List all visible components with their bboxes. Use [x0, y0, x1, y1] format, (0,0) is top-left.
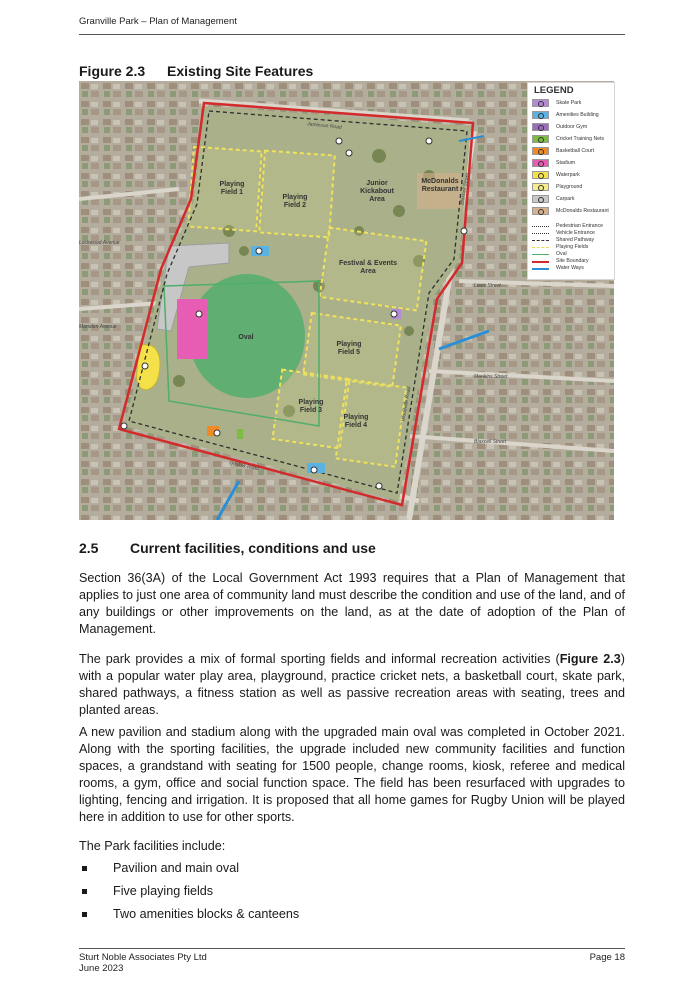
legend-label: Basketball Court [556, 148, 595, 154]
legend-label: Shared Pathway [556, 237, 595, 243]
legend-label: Water Ways [556, 265, 584, 271]
figure-number: Figure 2.3 [79, 63, 146, 79]
legend-label: Carpark [556, 196, 575, 202]
label-playing-field-2: Playing Field 2 [282, 194, 308, 209]
legend-swatch [532, 207, 549, 215]
figure-title: Existing Site Features [167, 63, 314, 79]
legend-label: Outdoor Gym [556, 124, 588, 130]
legend-label: Pedestrian Entrance [556, 223, 604, 229]
legend-label: Vehicle Entrance [556, 230, 595, 236]
label-mcdonalds: McDonalds Restaurant [421, 178, 459, 193]
facilities-list [79, 860, 625, 929]
legend-line-swatch [532, 254, 549, 255]
map-legend [527, 82, 615, 280]
paragraph-2 [79, 651, 625, 719]
legend-label: Cricket Training Nets [556, 136, 605, 142]
legend-line-swatch [532, 240, 549, 241]
label-playing-field-1: Playing Field 1 [219, 181, 245, 196]
paragraph-2-text-a: The park provides a mix of formal sporting fields and informal recreation activities ( [79, 652, 560, 666]
street-label: Onslow Road [228, 459, 260, 473]
legend-swatch [532, 159, 549, 167]
legend-swatch [532, 111, 549, 119]
legend-swatch [532, 195, 549, 203]
legend-swatch [532, 123, 549, 131]
legend-label: Waterpark [556, 172, 580, 178]
legend-swatch [532, 135, 549, 143]
legend-label: Stadium [556, 160, 576, 166]
footer-left [79, 952, 207, 974]
section-heading [79, 540, 376, 556]
legend-label: Amenities Building [556, 112, 599, 118]
legend-label: Site Boundary [556, 258, 589, 264]
legend-label: McDonalds Restaurant [556, 208, 609, 214]
label-oval: Oval [238, 334, 254, 341]
paragraph-1: Section 36(3A) of the Local Government Act 1993 requires that a Plan of Management that applies to just one area of community land must describe the condition and use of the land, and of any buildings or other improvements on the land, as at the date of adoption of the Plan of Management. [79, 571, 625, 636]
legend-line-swatch [532, 247, 549, 248]
street-label: Mankins Street [474, 374, 508, 380]
footer-rule [79, 948, 625, 949]
paragraph-3: A new pavilion and stadium along with the upgraded main oval was completed in October 2021. Along with the sporting facilities, the upgrade included new community facilities and function spaces, a grandstand with seating for 1500 people, change rooms, kiosk, referee and medical rooms, a gym, office and social function space. The field has been resurfaced with upgrades to lighting, fencing and irrigation. It is proposed that all home games for Rugby Union will be played here in addition to use for other sports. [79, 725, 625, 824]
street-label: Blaxcell Street [474, 439, 506, 445]
list-item: Two amenities blocks & canteens [79, 906, 625, 929]
paragraph-4: The Park facilities include: [79, 839, 226, 853]
label-playing-field-3: Playing Field 3 [298, 399, 324, 414]
street-label: Woodville Road [400, 386, 413, 422]
section-title: Current facilities, conditions and use [130, 540, 376, 556]
paragraph-2-text-b: ) with a popular water play area, playground, practice cricket nets, a basketball court, skate park, shared pathways, a fitness station as well as passive recreation areas with seating, trees and planted areas. [79, 652, 625, 717]
legend-title: LEGEND [534, 85, 574, 96]
footer-page-number: Page 18 [589, 952, 625, 963]
footer-date: June 2023 [79, 963, 124, 974]
legend-swatch [532, 183, 549, 191]
street-label: Marsden Avenue [79, 324, 117, 330]
footer-company: Sturt Noble Associates Pty Ltd [79, 952, 207, 963]
legend-line-swatch [532, 268, 549, 270]
running-header: Granville Park – Plan of Management [79, 16, 237, 27]
legend-line-swatch [532, 233, 549, 234]
list-item: Pavilion and main oval [79, 860, 625, 883]
legend-swatch [532, 99, 549, 107]
legend-line-swatch [532, 261, 549, 263]
legend-swatch [532, 171, 549, 179]
label-playing-field-4: Playing Field 4 [343, 414, 369, 429]
figure-reference: Figure 2.3 [559, 652, 621, 666]
legend-label: Playground [556, 184, 583, 190]
legend-line-swatch [532, 226, 549, 227]
legend-label: Skate Park [556, 100, 582, 106]
street-label: Blaxcell Street [459, 172, 471, 206]
legend-label: Oval [556, 251, 567, 257]
street-label: Lockwood Avenue [79, 240, 120, 246]
street-label: Jamieson Road [306, 121, 342, 131]
section-number: 2.5 [79, 540, 99, 556]
label-playing-field-5: Playing Field 5 [336, 341, 362, 356]
label-junior-kickabout: Junior Kickabout Area [360, 180, 394, 203]
header-rule [79, 34, 625, 35]
figure-caption [79, 63, 313, 79]
list-item: Five playing fields [79, 883, 625, 906]
street-label: Louis Street [474, 283, 501, 289]
legend-swatch [532, 147, 549, 155]
label-festival: Festival & Events Area [339, 260, 397, 275]
legend-label: Playing Fields [556, 244, 589, 250]
